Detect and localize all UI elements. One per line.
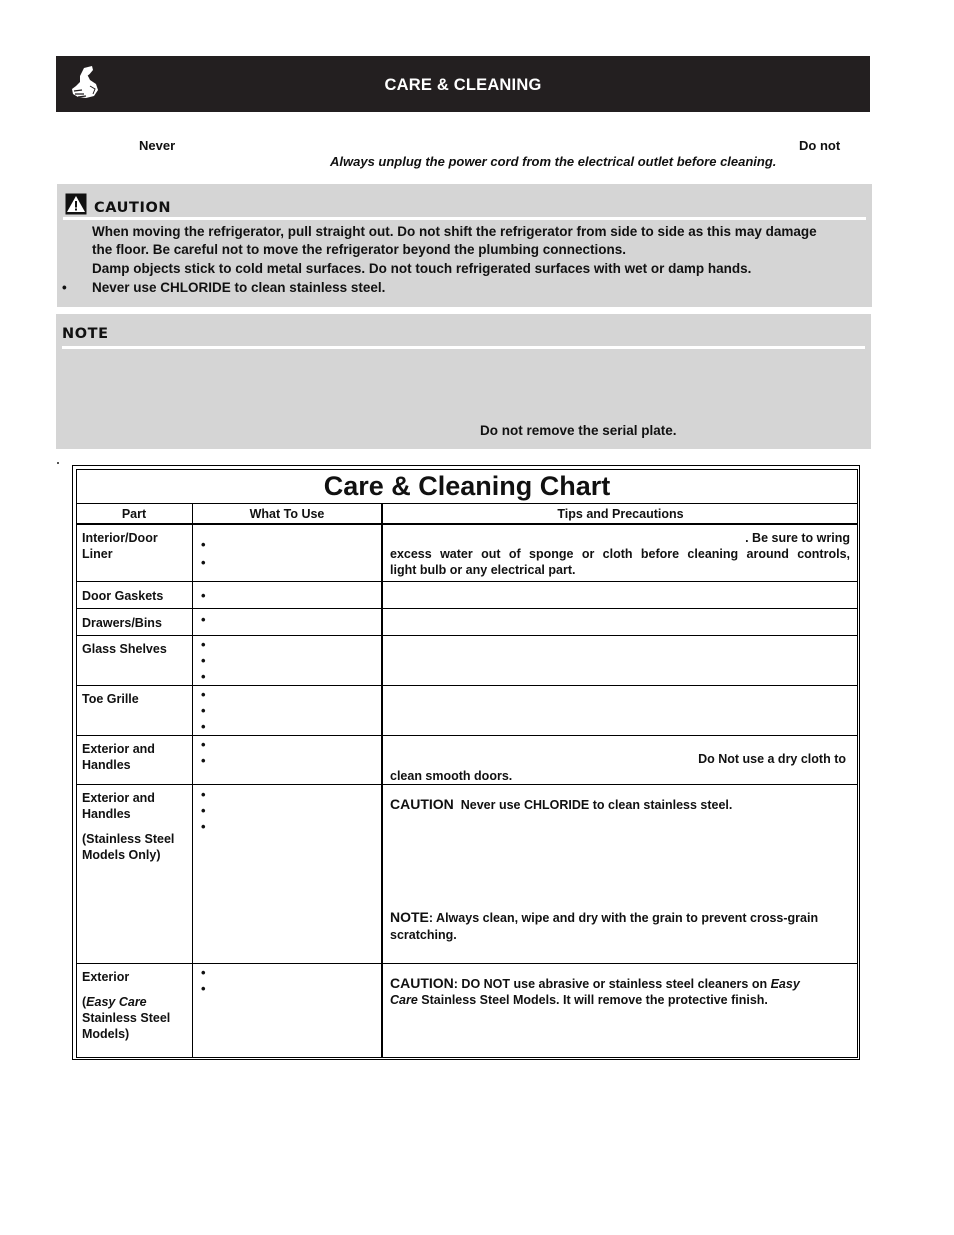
caution-label: CAUTION bbox=[390, 975, 454, 991]
row-divider bbox=[76, 735, 858, 736]
warning-icon bbox=[65, 193, 87, 215]
table-row-tip: excess water out of sponge or cloth before cleaning around controls, bbox=[390, 547, 850, 561]
table-bullet: • bbox=[201, 588, 206, 603]
intro-do-not: Do not bbox=[799, 138, 841, 153]
caution-divider bbox=[63, 217, 866, 220]
row-divider bbox=[76, 685, 858, 686]
note-box bbox=[56, 314, 871, 449]
table-bullet: • bbox=[201, 637, 206, 652]
table-row-part: Exterior and Handles bbox=[82, 742, 155, 772]
row-divider bbox=[76, 635, 858, 636]
table-bullet: • bbox=[201, 753, 206, 768]
table-row-part: Door Gaskets bbox=[82, 589, 164, 603]
part-italic: Easy Care bbox=[86, 995, 147, 1009]
note-divider bbox=[62, 346, 865, 349]
row-divider bbox=[76, 608, 858, 609]
table-bullet: • bbox=[201, 965, 206, 980]
table-row-tip: . Be sure to wring bbox=[745, 531, 850, 545]
caution-rest: Stainless Steel Models. It will remove the protective finish. bbox=[417, 993, 768, 1007]
table-bullet: • bbox=[201, 787, 206, 802]
part-rest: Stainless Steel Models) bbox=[82, 1011, 171, 1041]
column-header-what-to-use: What To Use bbox=[249, 507, 325, 521]
intro-unplug-warning: Always unplug the power cord from the electrical outlet before cleaning. bbox=[330, 154, 777, 169]
table-row-part: Drawers/Bins bbox=[82, 616, 162, 630]
stray-mark bbox=[57, 462, 59, 464]
table-row-part-note bbox=[82, 994, 188, 1042]
table-bullet: • bbox=[201, 719, 206, 734]
table-row-part: Glass Shelves bbox=[82, 642, 167, 656]
column-header-tips: Tips and Precautions bbox=[557, 507, 684, 521]
part-paren: ( bbox=[82, 995, 87, 1009]
note-title: NOTE bbox=[62, 326, 109, 342]
table-bullet: • bbox=[201, 669, 206, 684]
column-divider bbox=[192, 503, 193, 1058]
caution-italic: Care bbox=[390, 993, 418, 1007]
caution-bullet: • bbox=[62, 280, 67, 295]
caution-line: Never use CHLORIDE to clean stainless steel. bbox=[92, 280, 386, 295]
caution-box bbox=[57, 184, 872, 307]
table-bullet: • bbox=[201, 803, 206, 818]
table-bullet: • bbox=[201, 537, 206, 552]
note-label: NOTE bbox=[390, 909, 429, 925]
column-header-part: Part bbox=[121, 507, 147, 521]
caution-italic: Easy bbox=[770, 977, 800, 991]
table-row-tip: Do Not use a dry cloth to bbox=[698, 752, 846, 766]
table-bullet: • bbox=[201, 819, 206, 834]
row-divider bbox=[76, 581, 858, 582]
table-bullet: • bbox=[201, 703, 206, 718]
caution-text: : DO NOT use abrasive or stainless steel cleaners on bbox=[453, 977, 771, 991]
section-header bbox=[56, 56, 870, 112]
table-row-note bbox=[390, 909, 850, 926]
caution-line: Damp objects stick to cold metal surfaces. Do not touch refrigerated surfaces with wet or damp hands. bbox=[92, 261, 752, 276]
table-row-part: Toe Grille bbox=[82, 692, 139, 706]
table-row-part: Exterior and Handles bbox=[82, 791, 155, 821]
table-bullet: • bbox=[201, 612, 206, 627]
chart-title: Care & Cleaning Chart bbox=[323, 471, 611, 501]
note-serial-plate: Do not remove the serial plate. bbox=[480, 423, 677, 438]
table-bullet: • bbox=[201, 653, 206, 668]
table-row-tip: clean smooth doors. bbox=[390, 769, 513, 783]
table-row-part-note: (Stainless Steel Models Only) bbox=[82, 832, 175, 862]
row-divider bbox=[76, 963, 858, 964]
caution-text: Never use CHLORIDE to clean stainless steel. bbox=[460, 798, 733, 812]
table-bullet: • bbox=[201, 981, 206, 996]
caution-title: CAUTION bbox=[94, 200, 172, 216]
table-row-caution bbox=[390, 975, 852, 1008]
table-bullet: • bbox=[201, 687, 206, 702]
caution-line: When moving the refrigerator, pull straight out. Do not shift the refrigerator from side to side as this may damage bbox=[92, 224, 817, 239]
column-divider bbox=[381, 503, 383, 1058]
table-row-part: Exterior bbox=[82, 970, 130, 984]
intro-never: Never bbox=[139, 138, 176, 153]
table-row-part: Interior/Door Liner bbox=[82, 531, 158, 561]
table-row-tip: light bulb or any electrical part. bbox=[390, 563, 576, 577]
caution-label: CAUTION bbox=[390, 796, 454, 812]
table-row-note: scratching. bbox=[390, 928, 457, 942]
table-row-caution bbox=[390, 796, 850, 813]
table-bullet: • bbox=[201, 555, 206, 570]
row-divider bbox=[76, 523, 858, 525]
section-title: CARE & CLEANING bbox=[384, 76, 542, 94]
note-text: : Always clean, wipe and dry with the grain to prevent cross-grain bbox=[428, 911, 819, 925]
row-divider bbox=[76, 503, 858, 504]
row-divider bbox=[76, 784, 858, 785]
table-bullet: • bbox=[201, 737, 206, 752]
caution-line: the floor. Be careful not to move the refrigerator beyond the plumbing connections. bbox=[92, 242, 627, 257]
